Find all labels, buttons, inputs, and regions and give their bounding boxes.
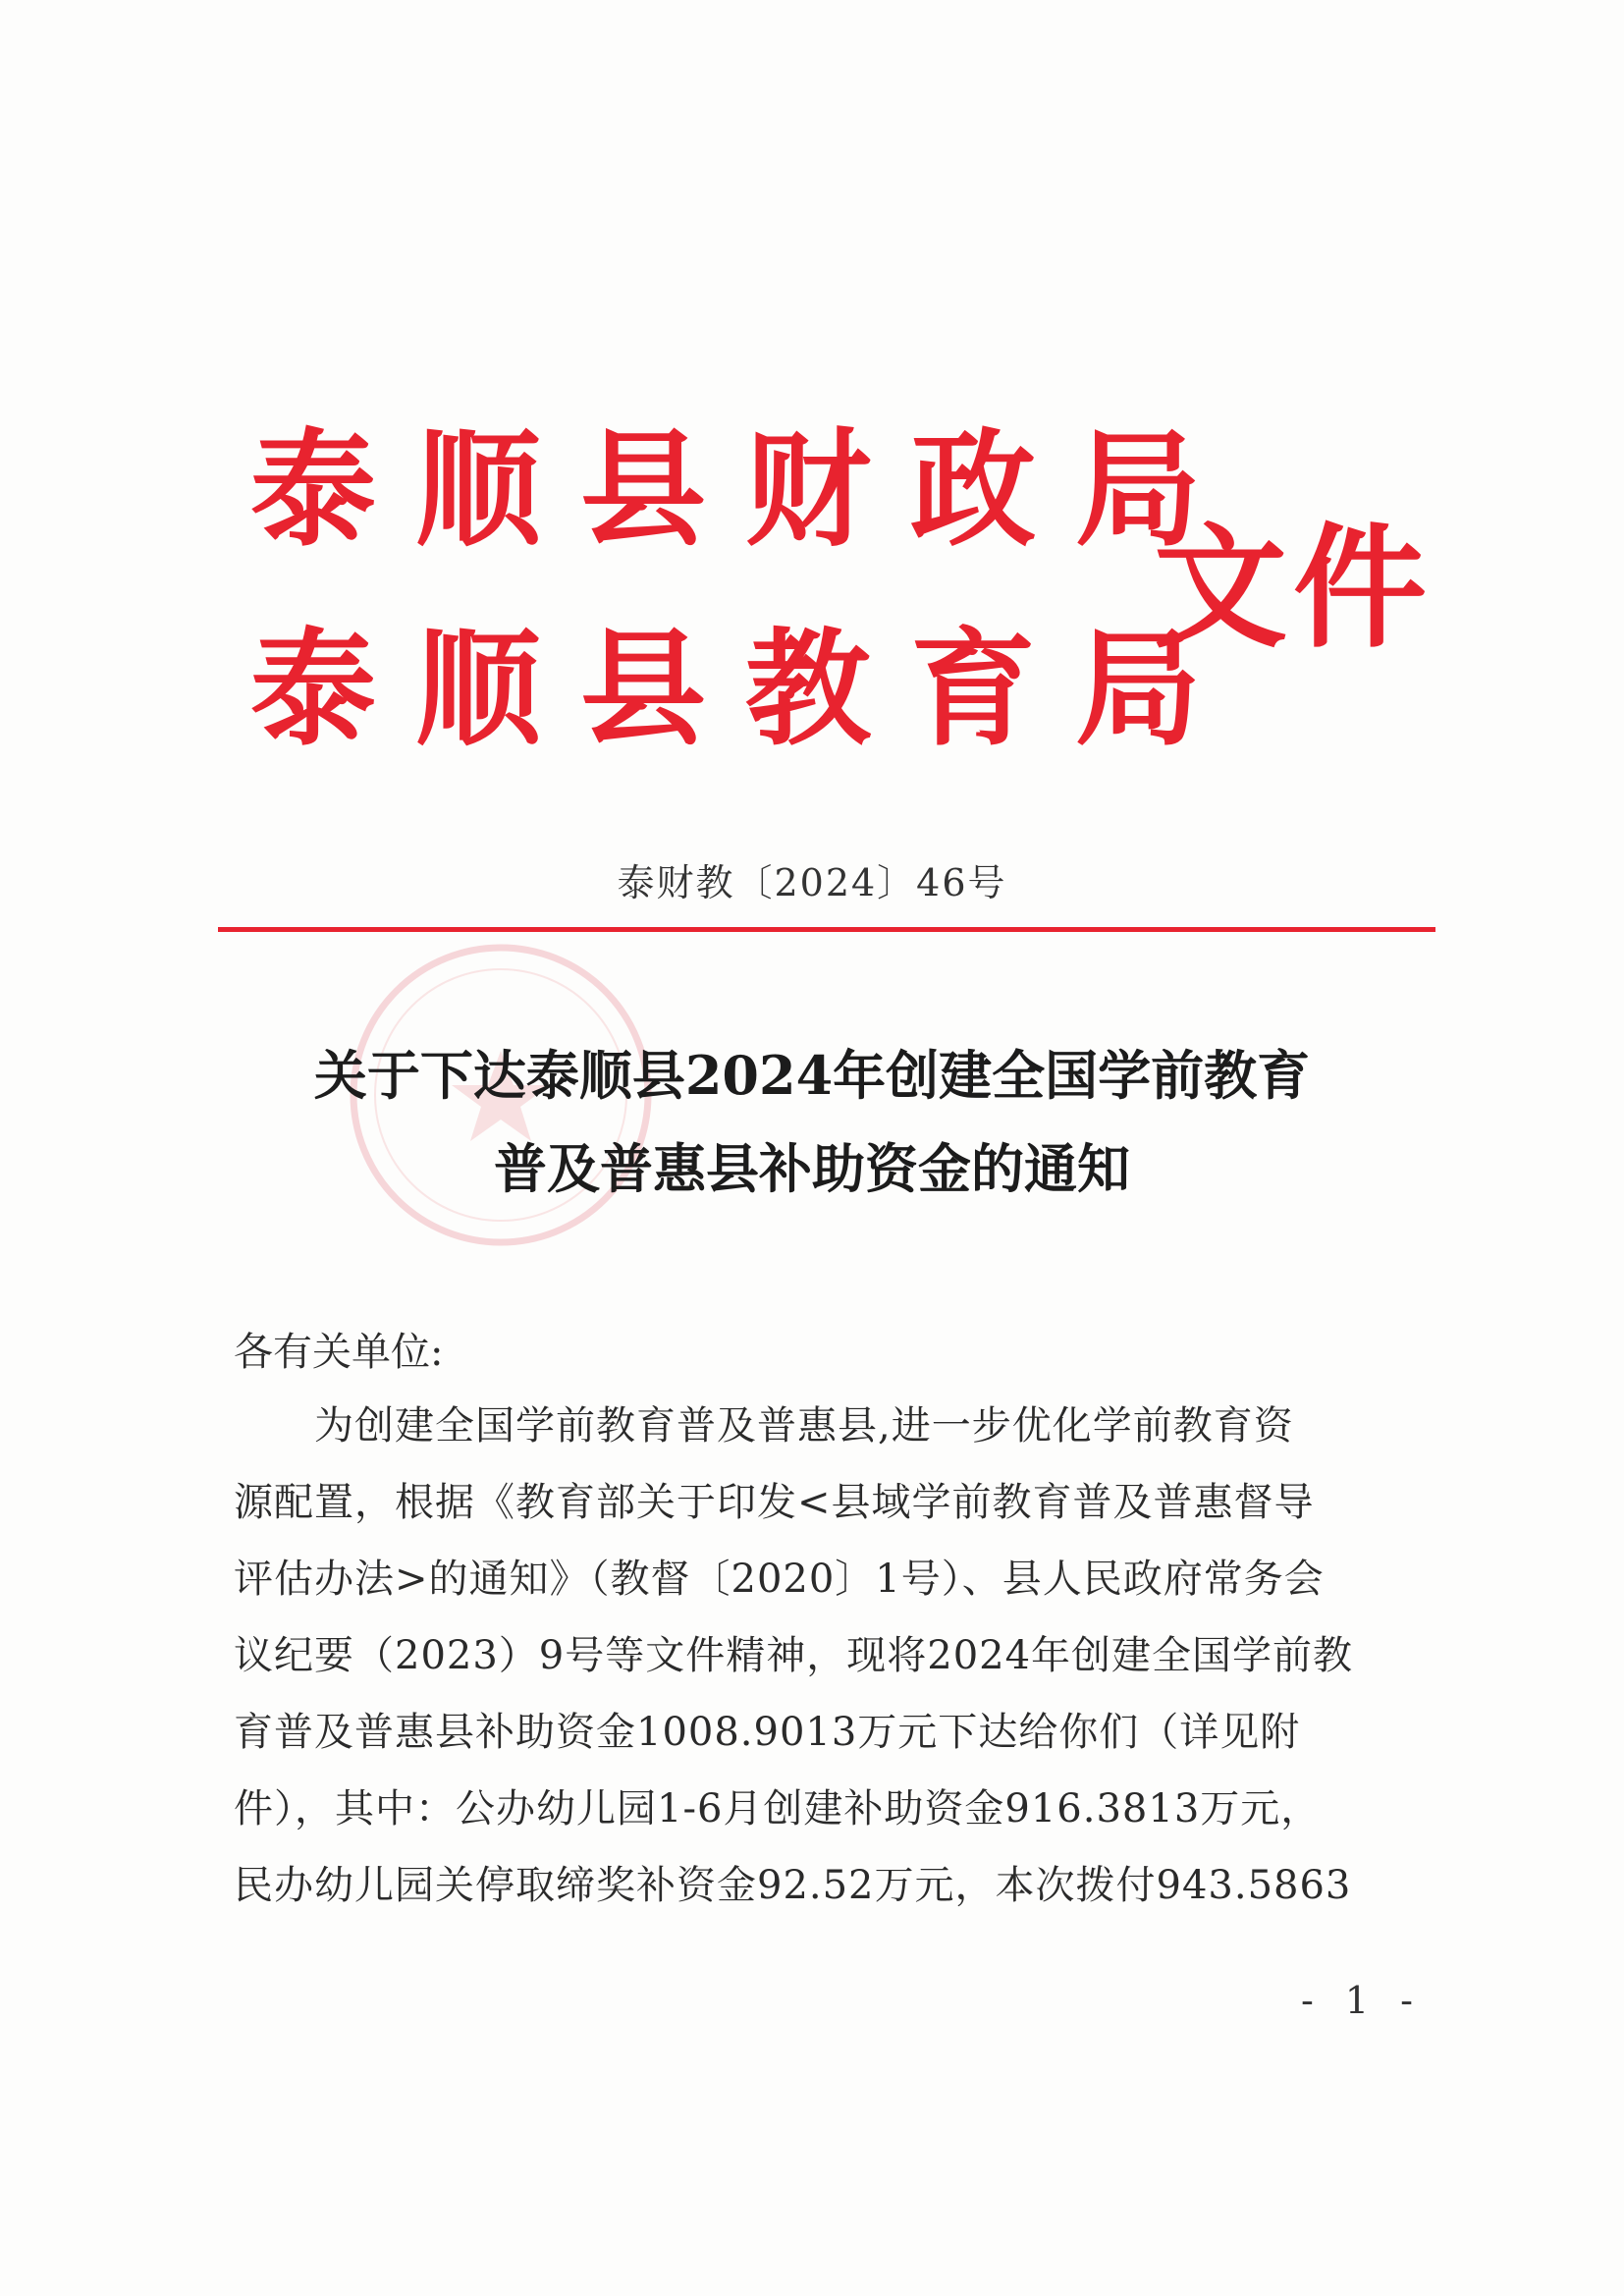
body-line: 议纪要（2023）9号等文件精神，现将2024年创建全国学前教 <box>234 1633 1354 1678</box>
body-line: 源配置，根据《教育部关于印发<县域学前教育普及普惠督导 <box>234 1480 1315 1525</box>
issuer-name-finance: 泰顺县财政局 <box>250 417 1241 564</box>
document-title-line-1: 关于下达泰顺县2024年创建全国学前教育 <box>313 1044 1311 1107</box>
document-title-line-2: 普及普惠县补助资金的通知 <box>494 1137 1130 1200</box>
page-number: - 1 - <box>1301 1979 1424 2022</box>
body-line: 件），其中：公办幼儿园1-6月创建补助资金916.3813万元， <box>234 1786 1322 1831</box>
document-type-label: 文件 <box>1154 512 1433 667</box>
salutation: 各有关单位: <box>234 1330 444 1375</box>
body-line: 民办幼儿园关停取缔奖补资金92.52万元，本次拨付943.5863 <box>234 1863 1352 1908</box>
document-number: 泰财教〔2024〕46号 <box>617 861 1007 904</box>
red-divider-line <box>218 927 1435 932</box>
body-line: 为创建全国学前教育普及普惠县,进一步优化学前教育资 <box>234 1403 1294 1449</box>
body-line: 评估办法>的通知》（教督〔2020〕1号）、县人民政府常务会 <box>234 1557 1325 1602</box>
issuer-name-education: 泰顺县教育局 <box>250 617 1241 763</box>
body-line: 育普及普惠县补助资金1008.9013万元下达给你们（详见附 <box>234 1710 1301 1755</box>
